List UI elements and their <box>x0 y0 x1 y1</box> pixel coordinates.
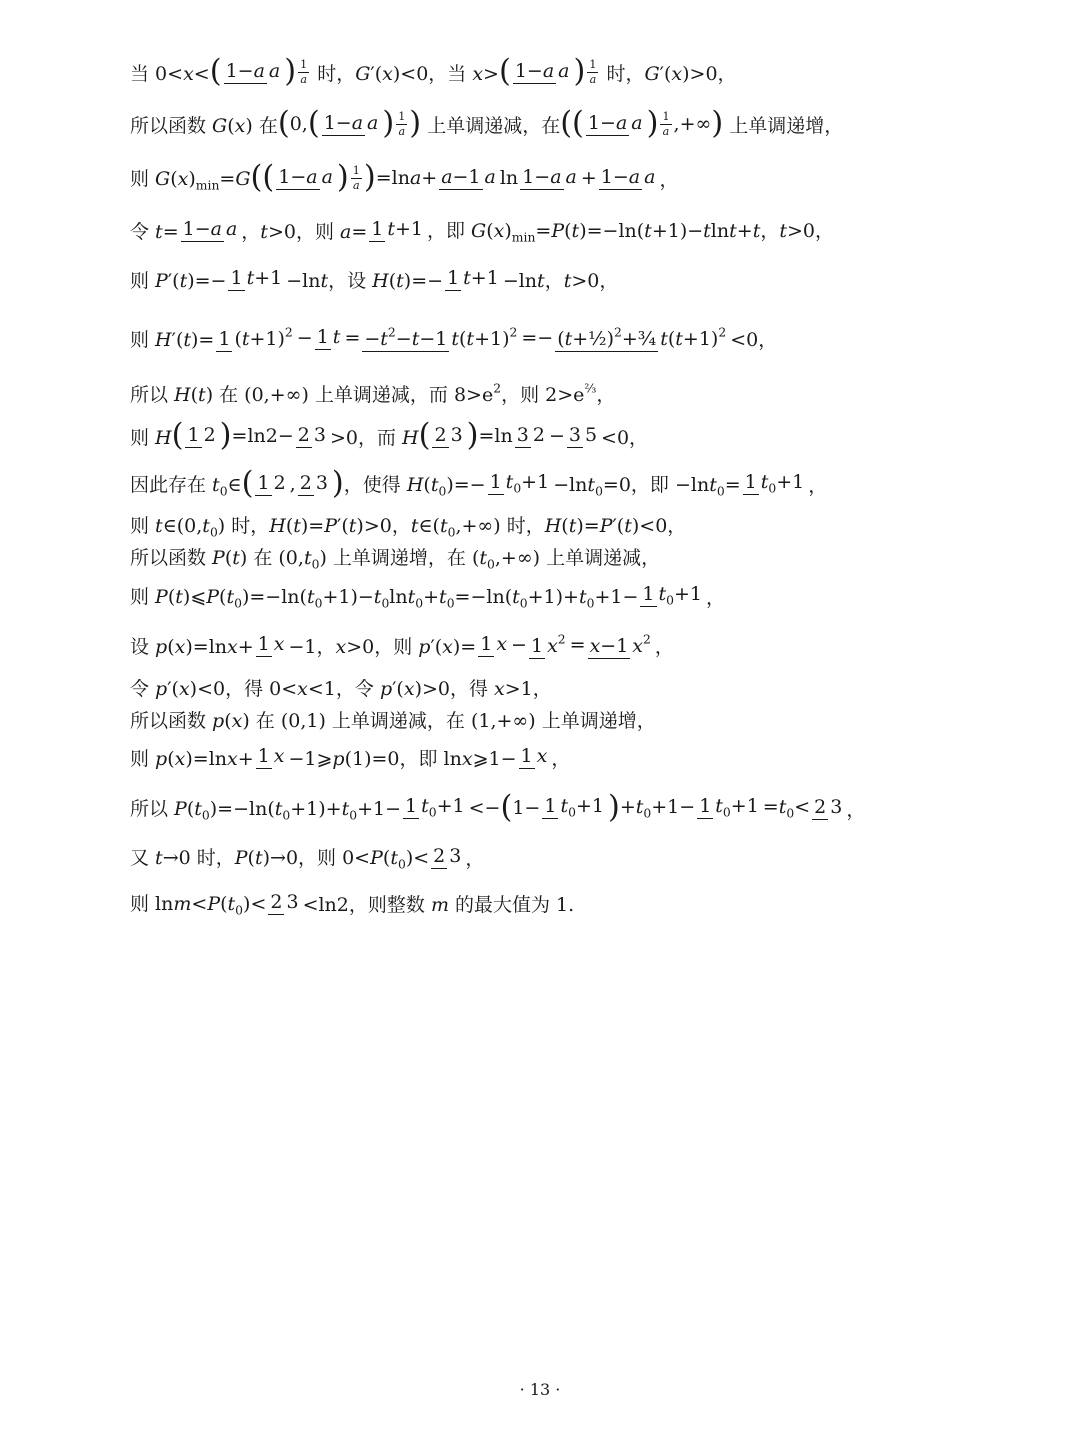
solution-line-11: 所以函数 P(t) 在 $(0,t_0)$ 上单调递增，在 $(t_0,+\infty)$ 上单调递减， <box>130 546 661 572</box>
solution-line-18: 又 t→0 时，P(t)→0，则 $0<P(t_0)<$ 2 3 ， <box>130 845 485 872</box>
solution-line-17: 所以 $P(t_0)=-\ln(t_0+1)+t_0+1-$ 1 $t_0+1$ <− ( 1− 1 $t_0+1$ ) $+t_0+1-$ 1 $t_0+1$ $=t_0<$ 2 3 ， <box>130 789 866 825</box>
solution-line-15: 所以函数 p(x) 在 (0,1) 上单调递减，在 (1,+∞) 上单调递增， <box>130 709 656 732</box>
solution-line-3: 则 $G(x)_{min}=G$ (( 1−a a ) $\frac{1}{a}$ ) =lna+ a−1 a ln 1−a a + 1−a a ， <box>130 159 679 195</box>
solution-line-9: 因此存在 $t_0\in$ ( 1 2 , 2 3 ) ，使得 $H(t_0)=-$ 1 $t_0+1$ −lnt$_0$=0，即 −lnt$_0$= 1 $t_0+1$ ， <box>130 465 828 501</box>
solution-line-16: 则 p(x)=lnx+ 1 x −1⩾p(1)=0，即 lnx⩾1− 1 x ， <box>130 745 571 770</box>
solution-line-7: 所以 H(t) 在 (0,+∞) 上单调递减，而 $8>e^2$，则 $2>e^{\frac{2}{3}}$， <box>130 380 616 406</box>
solution-line-1: 当 0<x< ( 1−a a ) $\frac{1}{a}$ 时，G′(x)<0，当 x> ( 1−a a ) $\frac{1}{a}$ 时，G′(x)>0， <box>130 53 737 89</box>
solution-line-13: 设 p(x)=lnx+ 1 x −1，x>0，则 p′(x)= 1 x − 1 $x^2$ = x−1 $x^2$ ， <box>130 632 674 658</box>
solution-line-8: 则 H ( 1 2 ) =ln2− 2 3 >0，而 H ( 2 3 ) =ln 3 2 − 3 5 <0， <box>130 417 649 453</box>
solution-line-14: 令 p′(x)<0，得 0<x<1，令 p′(x)>0，得 x>1， <box>130 677 552 700</box>
solution-line-5: 则 P′(t)=− 1 t+1 −lnt，设 H(t)=− 1 t+1 −lnt，t>0， <box>130 267 619 292</box>
solution-line-4: 令 t= 1−a a ，t>0，则 a= 1 t+1 ，即 $G(x)_{min}=P(t)=-\ln(t+1)-tlnt+t$，t>0， <box>130 218 834 245</box>
solution-line-19: 则 $\ln m<P(t_0)<$ 2 3 <ln2，则整数 m 的最大值为 1. <box>130 891 575 918</box>
solution-line-12: 则 $P(t)⩽P(t_0)=-\ln(t_0+1)-t_0\ln t_0+t_0=-\ln(t_0+1)+t_0+1-$ 1 $t_0+1$ ， <box>130 582 726 611</box>
page-number: · 13 · <box>519 1380 561 1399</box>
solution-line-6: 则 H′(t)= 1 $(t+1)^2$ − 1 t = $-t^2-t-1$ $t(t+1)^2$ =− (t+½)$^2$+¾ $t(t+1)^2$ <0， <box>130 325 778 351</box>
solution-line-10: 则 $t\in(0,t_0)$ 时，H(t)=P′(t)>0，$t\in(t_0,+\infty)$ 时，H(t)=P′(t)<0， <box>130 514 687 540</box>
solution-line-2: 所以函数 G(x) 在 ( 0, ( 1−a a ) $\frac{1}{a}$ ) 上单调递减，在 (( 1−a a ) $\frac{1}{a}$ ,+∞ ) 上单调递增， <box>130 105 844 141</box>
